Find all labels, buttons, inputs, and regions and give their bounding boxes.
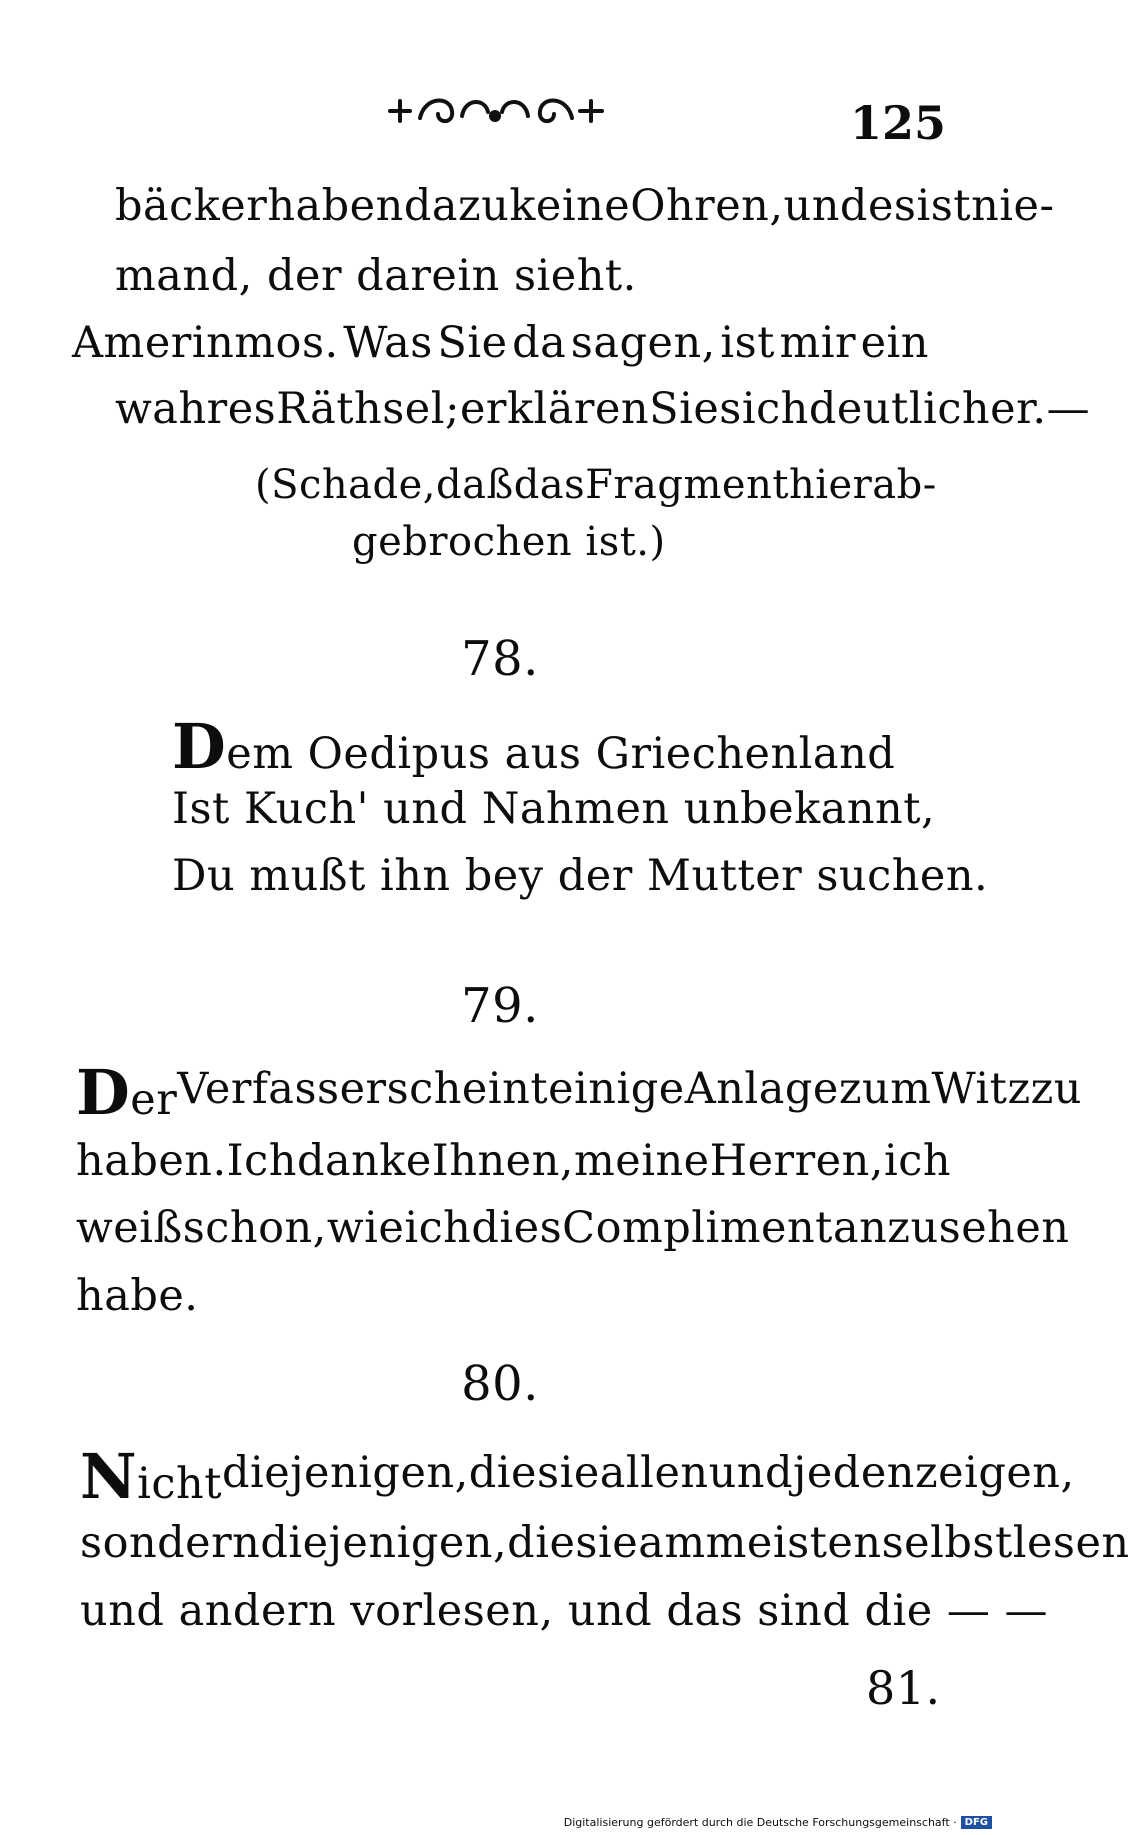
drop-cap: D (172, 710, 227, 783)
word: sie (537, 1448, 600, 1498)
word: selbst (881, 1518, 1013, 1568)
speaker-line (72, 318, 929, 368)
word: weiß (76, 1203, 183, 1253)
word: Ich (226, 1136, 297, 1186)
text-line: mand, der darein sieht. (115, 251, 637, 301)
word: erklären (459, 384, 650, 434)
verse-line (172, 710, 896, 783)
word: Fragment (585, 462, 789, 508)
word: die (468, 1448, 538, 1498)
word: bäcker (115, 181, 268, 231)
digitization-footer (564, 1816, 992, 1829)
word: Anlage (684, 1064, 839, 1114)
word: da (512, 318, 567, 368)
word: meine (573, 1136, 710, 1186)
word: ist (720, 318, 775, 368)
word: dazu (403, 181, 510, 231)
word: diejenigen, (221, 1448, 469, 1498)
verse-text: em Oedipus aus Griechenland (226, 729, 896, 779)
word: ich (404, 1203, 472, 1253)
word: am (638, 1518, 706, 1568)
text-line: habe. (76, 1271, 199, 1321)
word: Sie (437, 318, 508, 368)
section-number: 78. (461, 631, 539, 687)
word: er (130, 1075, 178, 1125)
word: Ohren, (630, 181, 784, 231)
word: lesen (1012, 1518, 1130, 1568)
catchword: 81. (866, 1661, 941, 1715)
text-line (76, 1136, 952, 1186)
drop-cap: N (80, 1440, 138, 1513)
page-number: 125 (850, 96, 947, 150)
editorial-note: gebrochen ist.) (352, 519, 666, 565)
word: Herren, (709, 1136, 884, 1186)
word: allen (599, 1448, 709, 1498)
word: zeigen, (914, 1448, 1075, 1498)
word: dies (471, 1203, 563, 1253)
word: anzusehen (832, 1203, 1070, 1253)
word: (Schade, (255, 462, 437, 508)
word: — (1046, 384, 1091, 434)
word: das (513, 462, 586, 508)
text-line (76, 1203, 1070, 1253)
word: danke (296, 1136, 432, 1186)
word: ein (860, 318, 929, 368)
section-number: 80. (461, 1356, 539, 1412)
word: einige (548, 1064, 685, 1114)
word: Was (343, 318, 433, 368)
word: meisten (705, 1518, 882, 1568)
editorial-note (255, 462, 937, 508)
word: ich (883, 1136, 952, 1186)
word: mir (779, 318, 857, 368)
word: und (708, 1448, 794, 1498)
text-line (80, 1518, 1130, 1568)
word: ist (916, 181, 972, 231)
word: keine (509, 181, 631, 231)
first-word (80, 1440, 222, 1513)
word: Ihnen, (431, 1136, 574, 1186)
text-line (115, 384, 1091, 434)
word: sie (575, 1518, 639, 1568)
word: sagen, (570, 318, 716, 368)
word: haben. (76, 1136, 227, 1186)
word: nie- (971, 181, 1055, 231)
word: icht (137, 1459, 222, 1509)
word: diejenigen, (260, 1518, 508, 1568)
floral-vignette-icon (380, 86, 610, 136)
text-line (115, 181, 1055, 231)
word: Witz (931, 1064, 1031, 1114)
section-number: 79. (461, 978, 539, 1034)
word: Compliment (562, 1203, 833, 1253)
word: jeden (793, 1448, 915, 1498)
first-word (76, 1056, 178, 1129)
text-line (76, 1056, 1082, 1129)
word: die (507, 1518, 576, 1568)
verse-line: Du mußt ihn bey der Mutter suchen. (172, 851, 989, 901)
word: sondern (80, 1518, 261, 1568)
footer-text: Digitalisierung gefördert durch die Deutsche Forschungsgemeinschaft · (563, 1816, 957, 1829)
word: Verfasser (177, 1064, 387, 1114)
text-line (80, 1440, 1075, 1513)
word: Räthsel; (276, 384, 460, 434)
word: wie (326, 1203, 405, 1253)
word: scheint (386, 1064, 549, 1114)
word: deutlicher. (808, 384, 1047, 434)
dfg-logo: DFG (961, 1816, 992, 1829)
drop-cap: D (76, 1056, 131, 1129)
word: daß (436, 462, 514, 508)
word: schon, (182, 1203, 327, 1253)
word: sich (719, 384, 809, 434)
word: wahres (115, 384, 277, 434)
word: Sie (649, 384, 720, 434)
word: zum (838, 1064, 932, 1114)
word: es (867, 181, 917, 231)
speaker-name: Amerinmos. (72, 318, 339, 368)
text-line: und andern vorlesen, und das sind die — — (80, 1586, 1049, 1636)
word: und (783, 181, 868, 231)
word: hier (788, 462, 873, 508)
word: ab- (872, 462, 937, 508)
word: zu (1030, 1064, 1082, 1114)
verse-line: Ist Kuch' und Nahmen unbekannt, (172, 784, 936, 834)
word: haben (267, 181, 404, 231)
